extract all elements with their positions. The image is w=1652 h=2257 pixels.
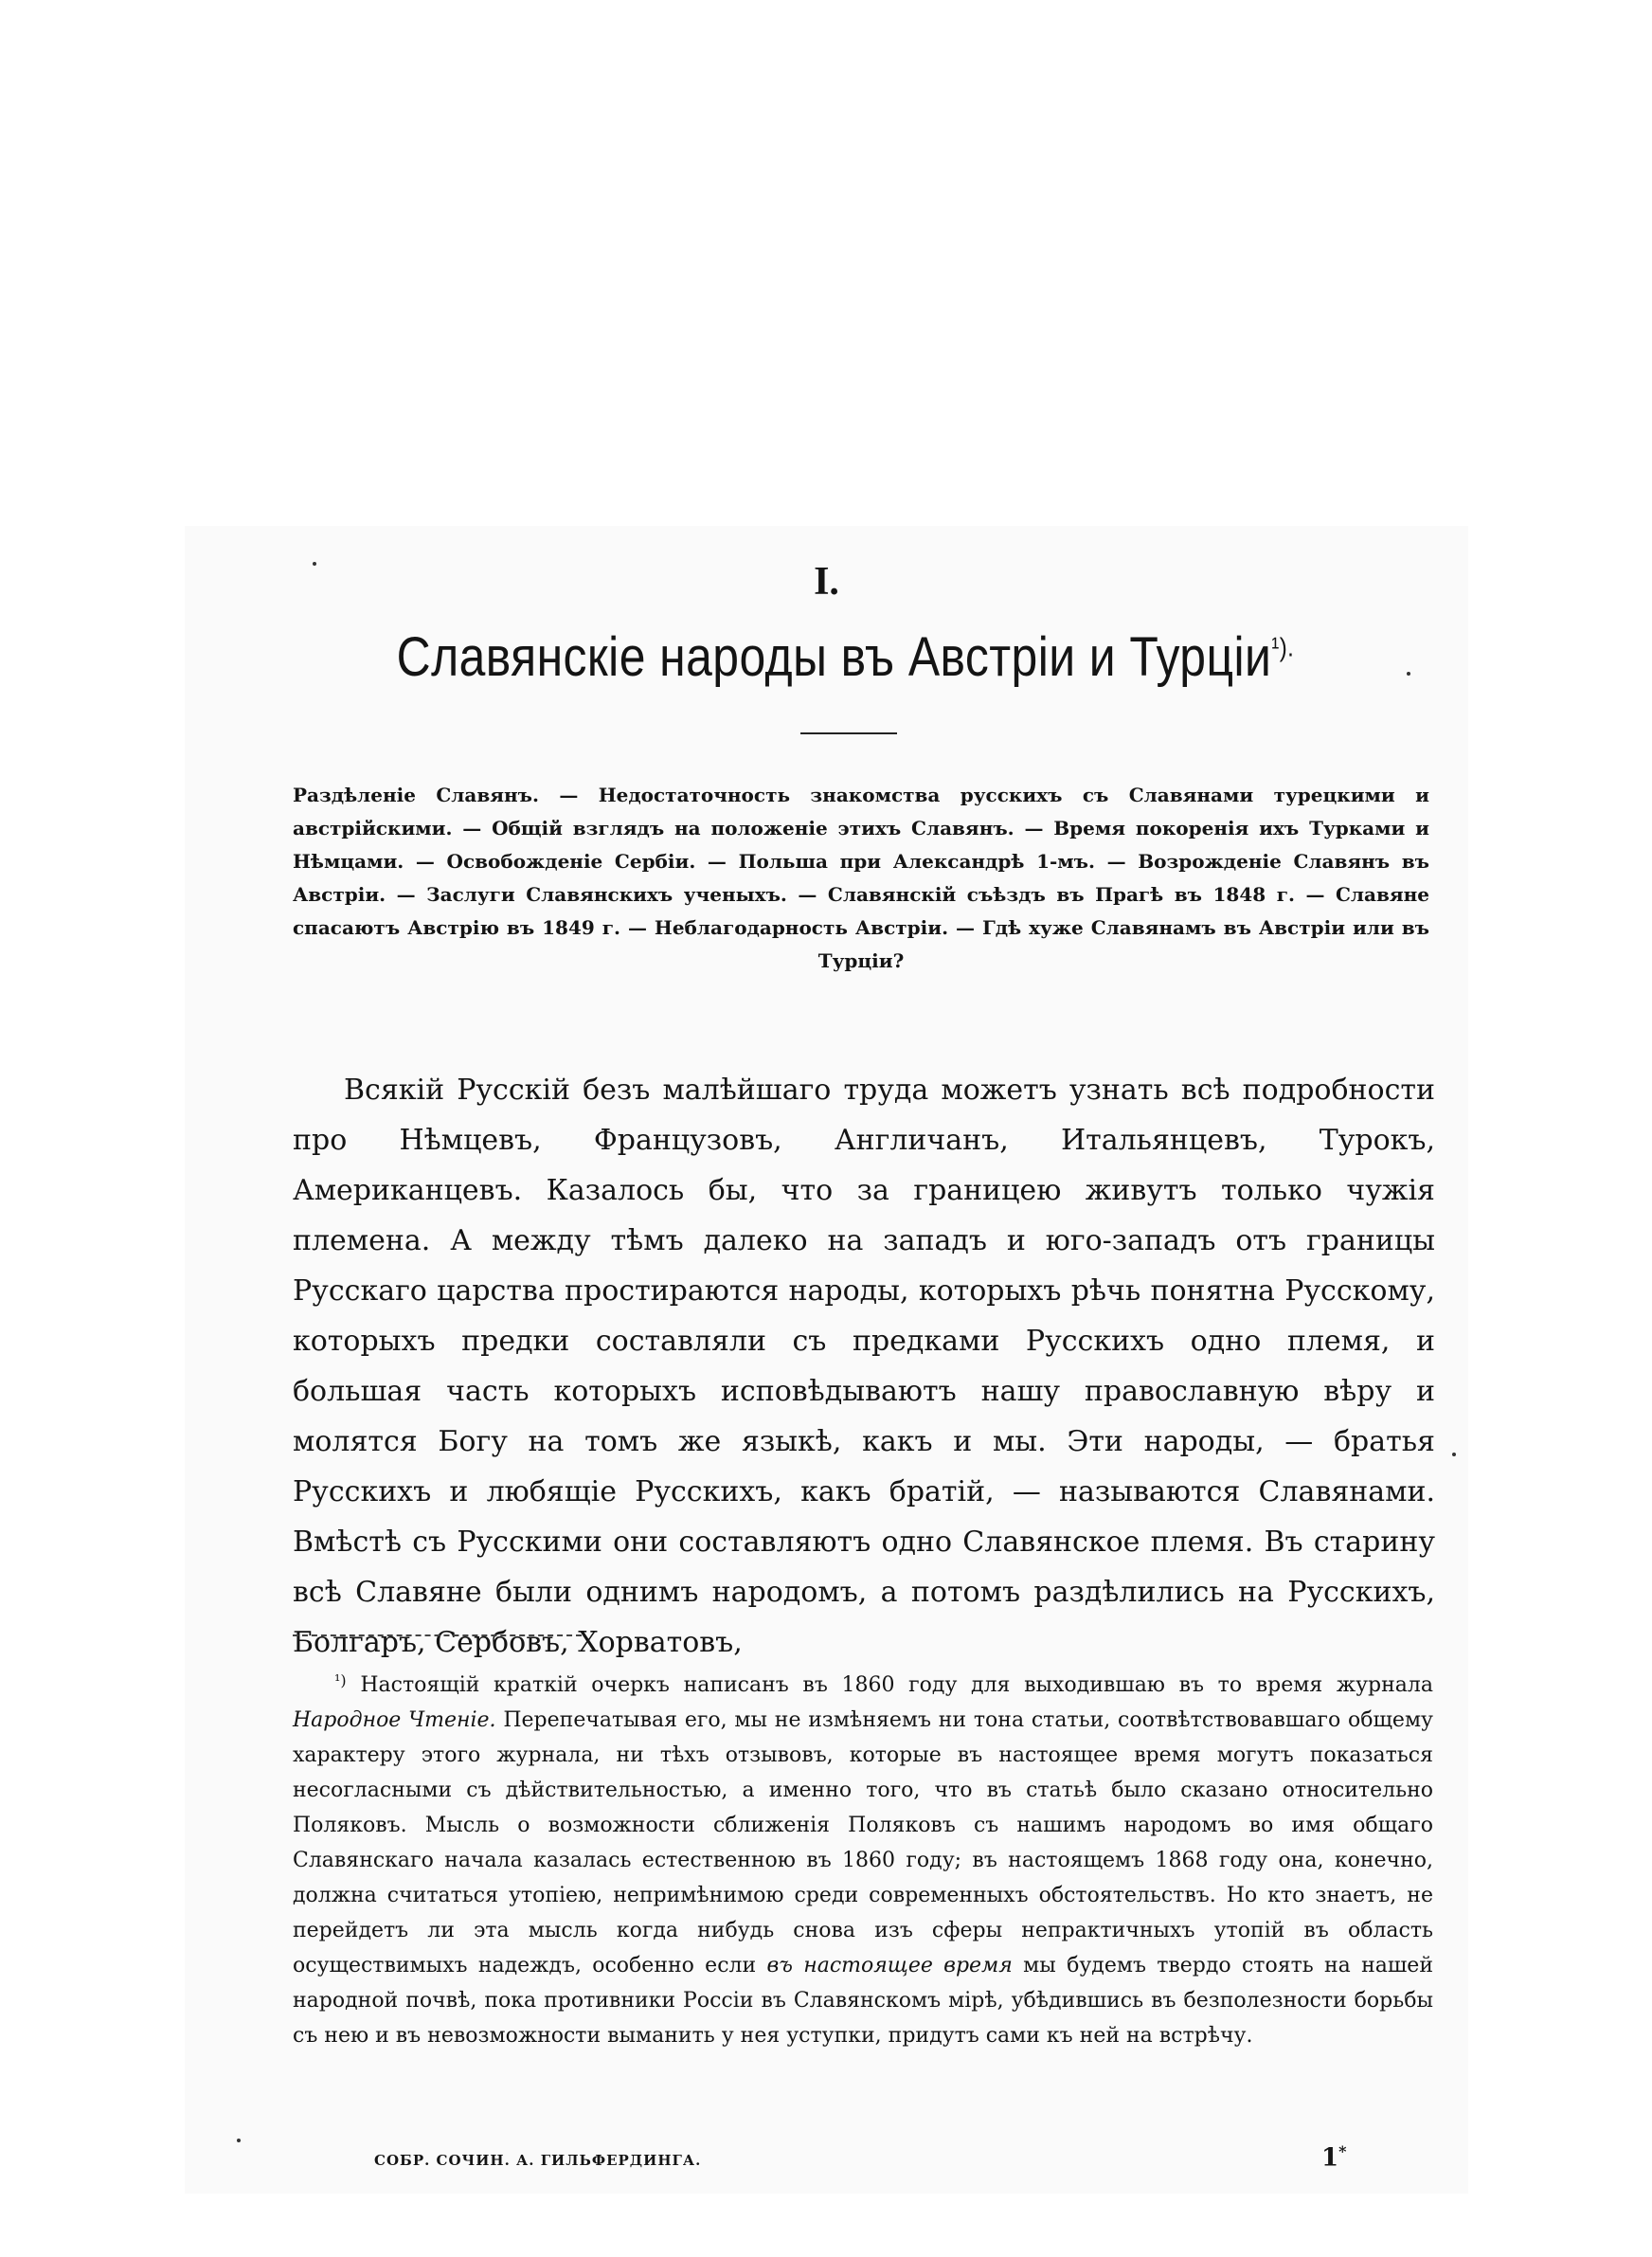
body-paragraph: Всякій Русскій безъ малѣйшаго труда можетъ узнать всѣ подробности про Нѣмцевъ, Французовъ, Англичанъ, Итальянцевъ, Турокъ, Американцевъ. Казалось бы, что за границею живутъ только чужія племена. А между тѣмъ далеко на западъ и юго-западъ отъ границы Русскаго царства простираются народы, которыхъ рѣчь понятна Русскому, которыхъ предки составляли съ предками Русскихъ одно племя, и большая часть которыхъ исповѣдываютъ нашу православную вѣру и молятся Богу на томъ же языкѣ, какъ и мы. Эти народы, — братья Русскихъ и любящіе Русскихъ, какъ братій, — называются Славянами. Вмѣстѣ съ Русскими они составляютъ одно Славянское племя. Въ старину всѣ Славяне были однимъ народомъ, а потомъ раздѣлились на Русскихъ, Болгаръ, Сербовъ, Хорватовъ, (293, 1074, 1435, 1659)
footnote-text-part-3: мы будемъ твердо стоять на нашей народной почвѣ, пока противники Россіи въ Славянскомъ мірѣ, убѣдившись въ безполезности борьбы съ нею и въ невозможности выманить у нея уступки, придутъ сами къ ней на встрѣчу. (293, 1954, 1433, 2048)
footnote-emphasis: въ настоящее время (766, 1954, 1013, 1977)
scan-speck (1407, 672, 1410, 676)
chapter-number: I. (814, 560, 839, 604)
page-number-mark: * (1338, 2142, 1347, 2160)
chapter-title (294, 625, 1397, 689)
scan-speck (237, 2139, 241, 2142)
book-page (185, 526, 1468, 2194)
page-number (1321, 2142, 1346, 2173)
scan-speck (313, 562, 316, 566)
footnote-divider (293, 1634, 582, 1636)
printer-signature: СОБР. СОЧИН. А. ГИЛЬФЕРДИНГА. (374, 2152, 702, 2169)
chapter-summary: Раздѣленіе Славянъ. — Недостаточность знакомства русскихъ съ Славянами турецкими и австрійскими. — Общій взглядъ на положеніе этихъ Славянъ. — Время покоренія ихъ Турками и Нѣмцами. — Освобожденіе Сербіи. — Польша при Александрѣ 1-мъ. — Возрожденіе Славянъ въ Австріи. — Заслуги Славянскихъ ученыхъ. — Славянскій съѣздъ въ Прагѣ въ 1848 г. — Славяне спасаютъ Австрію въ 1849 г. — Неблагодарность Австріи. — Гдѣ хуже Славянамъ въ Австріи или въ Турціи? (293, 784, 1429, 972)
footnote-text-part-1: Настоящій краткій очеркъ написанъ въ 1860 году для выходившаю въ то время журнала (360, 1673, 1434, 1697)
footnote-mark: ¹) (334, 1671, 347, 1689)
journal-title: Народное Чтеніе. (293, 1708, 496, 1732)
title-divider (800, 732, 897, 734)
chapter-title-text: Славянскіе народы въ Австріи и Турціи (396, 626, 1272, 688)
footnote (293, 1663, 1433, 2053)
footnote-reference: ¹). (1271, 632, 1295, 662)
scan-speck (1452, 1453, 1456, 1456)
page-number-value: 1 (1321, 2143, 1339, 2173)
footnote-text-part-2: Перепечатывая его, мы не измѣняемъ ни тона статьи, соотвѣтствовавшаго общему характеру этого журнала, ни тѣхъ отзывовъ, которые въ настоящее время могутъ показаться несогласными съ дѣйствительностью, а именно того, что въ статьѣ было сказано относительно Поляковъ. Мысль о возможности сближенія Поляковъ съ нашимъ народомъ во имя общаго Славянскаго начала казалась естественною въ 1860 году; въ настоящемъ 1868 году она, конечно, должна считаться утопіею, непримѣнимою среди современныхъ обстоятельствъ. Но кто знаетъ, не перейдетъ ли эта мысль когда нибудь снова изъ сферы непрактичныхъ утопій въ область осуществимыхъ надеждъ, особенно если (293, 1708, 1434, 1977)
